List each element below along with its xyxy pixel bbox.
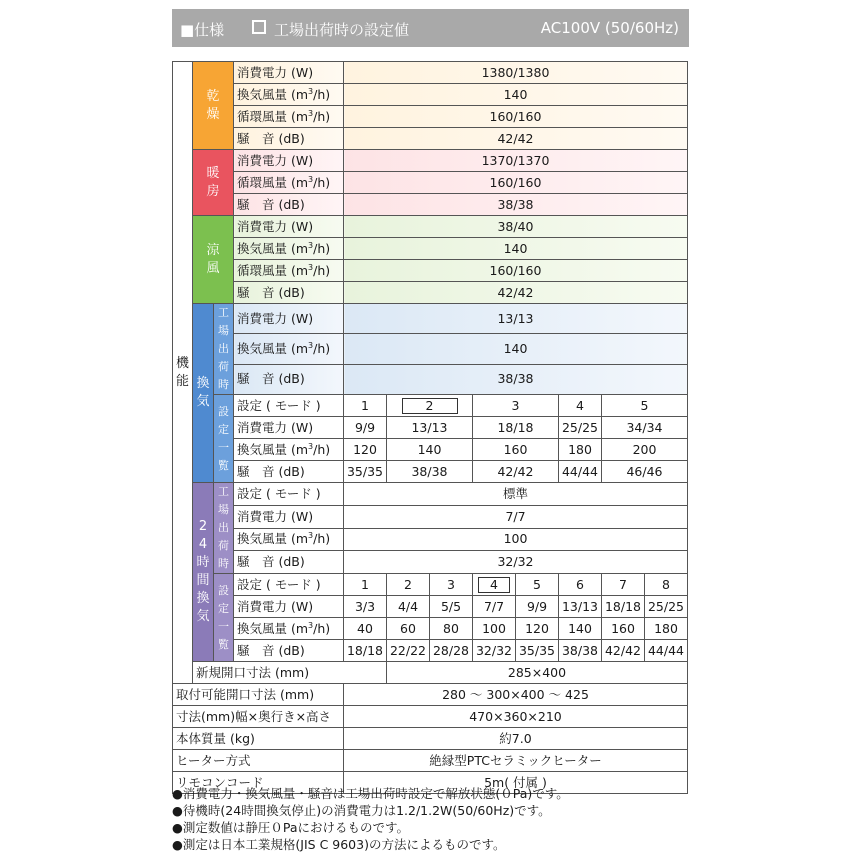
heat-noise-value: 38/38 <box>344 194 688 216</box>
vent-band: 換気 <box>193 304 214 483</box>
general-label: 新規開口寸法 (mm) <box>193 662 387 684</box>
h24-vent-label: 換気風量 $(m^3/h)$ <box>234 528 344 551</box>
h24-factory-sub: 工場出荷時 <box>214 483 234 574</box>
factory-setting-legend: 工場出荷時の設定値 <box>274 21 410 39</box>
cool-power-value: 38/40 <box>344 216 688 238</box>
h24-mode-power-label: 消費電力 (W) <box>234 596 344 618</box>
h24-mode-cell: 2 <box>387 574 430 596</box>
h24-mode-noise: 22/22 <box>387 640 430 662</box>
h24-mode-cell: 3 <box>430 574 473 596</box>
heat-band: 暖房 <box>193 150 234 216</box>
vent-mode-power: 34/34 <box>602 417 688 439</box>
function-label: 機能 <box>173 62 193 684</box>
cool-circ-label: 循環風量 $(m^3/h)$ <box>234 260 344 282</box>
h24-mode-noise: 42/42 <box>602 640 645 662</box>
dry-band: 乾燥 <box>193 62 234 150</box>
dry-power-label: 消費電力 (W) <box>234 62 344 84</box>
general-label: 本体質量 (kg) <box>173 728 344 750</box>
h24-mode-power: 25/25 <box>645 596 688 618</box>
spec-table <box>172 61 688 794</box>
h24-mode-power: 9/9 <box>516 596 559 618</box>
heat-circ-value: 160/160 <box>344 172 688 194</box>
vent-noise-value: 38/38 <box>344 364 688 394</box>
h24-mode-vent: 120 <box>516 618 559 640</box>
vent-mode-vent: 200 <box>602 439 688 461</box>
vent-vent-value: 140 <box>344 334 688 364</box>
vent-list-sub: 設定一覧 <box>214 395 234 483</box>
vent-mode-power-label: 消費電力 (W) <box>234 417 344 439</box>
h24-mode-vent: 40 <box>344 618 387 640</box>
h24-mode-cell: 7 <box>602 574 645 596</box>
h24-mode-noise: 35/35 <box>516 640 559 662</box>
vent-vent-label: 換気風量 $(m^3/h)$ <box>234 334 344 364</box>
h24-mode-vent: 80 <box>430 618 473 640</box>
vent-mode-power: 9/9 <box>344 417 387 439</box>
general-value: 絶縁型PTCセラミックヒーター <box>344 750 688 772</box>
factory-setting-box-icon <box>252 20 266 34</box>
general-label: 寸法(mm)幅×奥行き×高さ <box>173 706 344 728</box>
h24-mode-power: 3/3 <box>344 596 387 618</box>
h24-mode-vent-label: 換気風量 $(m^3/h)$ <box>234 618 344 640</box>
vent-mode-cell-selected: 2 <box>387 395 473 417</box>
h24-mode-value: 標準 <box>344 483 688 506</box>
vent-factory-sub: 工場出荷時 <box>214 304 234 395</box>
general-value: 約7.0 <box>344 728 688 750</box>
heat-noise-label: 騒 音 (dB) <box>234 194 344 216</box>
h24-mode-power: 18/18 <box>602 596 645 618</box>
h24-power-label: 消費電力 (W) <box>234 505 344 528</box>
vent-mode-vent-label: 換気風量 $(m^3/h)$ <box>234 439 344 461</box>
h24-list-sub: 設定一覧 <box>214 574 234 662</box>
general-value: 280 ～ 300×400 ～ 425 <box>344 684 688 706</box>
h24-modes-label: 設定 ( モード ) <box>234 574 344 596</box>
heat-power-label: 消費電力 (W) <box>234 150 344 172</box>
vent-mode-power: 18/18 <box>473 417 559 439</box>
power-supply: AC100V (50/60Hz) <box>540 19 679 37</box>
dry-circ-value: 160/160 <box>344 106 688 128</box>
spec-title: ■仕様 <box>180 21 225 39</box>
vent-power-label: 消費電力 (W) <box>234 304 344 334</box>
h24-mode-label: 設定 ( モード ) <box>234 483 344 506</box>
general-value: 5m( 付属 ) <box>344 772 688 794</box>
h24-mode-noise-label: 騒 音 (dB) <box>234 640 344 662</box>
vent-mode-power: 25/25 <box>559 417 602 439</box>
h24-mode-power: 13/13 <box>559 596 602 618</box>
dry-noise-value: 42/42 <box>344 128 688 150</box>
vent-mode-vent: 180 <box>559 439 602 461</box>
h24-mode-vent: 140 <box>559 618 602 640</box>
heat-circ-label: 循環風量 $(m^3/h)$ <box>234 172 344 194</box>
h24-mode-vent: 60 <box>387 618 430 640</box>
vent-mode-noise: 46/46 <box>602 461 688 483</box>
h24-vent-value: 100 <box>344 528 688 551</box>
footnotes <box>172 785 569 853</box>
footnote: ●測定数値は静圧０Paにおけるものです。 <box>172 820 410 835</box>
h24-mode-noise: 18/18 <box>344 640 387 662</box>
footnote: ●測定は日本工業規格(JIS C 9603)の方法によるものです。 <box>172 837 506 852</box>
heat-power-value: 1370/1370 <box>344 150 688 172</box>
dry-power-value: 1380/1380 <box>344 62 688 84</box>
vent-mode-vent: 160 <box>473 439 559 461</box>
h24-mode-noise: 32/32 <box>473 640 516 662</box>
footnote: ●待機時(24時間換気停止)の消費電力は1.2/1.2W(50/60Hz)です。 <box>172 803 551 818</box>
vent-mode-label: 設定 ( モード ) <box>234 395 344 417</box>
cool-vent-label: 換気風量 $(m^3/h)$ <box>234 238 344 260</box>
h24-mode-noise: 38/38 <box>559 640 602 662</box>
general-label: ヒーター方式 <box>173 750 344 772</box>
vent-mode-vent: 140 <box>387 439 473 461</box>
vent-power-value: 13/13 <box>344 304 688 334</box>
h24-band: 24時間換気 <box>193 483 214 662</box>
h24-mode-noise: 44/44 <box>645 640 688 662</box>
cool-vent-value: 140 <box>344 238 688 260</box>
general-label: 取付可能開口寸法 (mm) <box>173 684 344 706</box>
h24-mode-vent: 180 <box>645 618 688 640</box>
h24-mode-cell: 8 <box>645 574 688 596</box>
h24-mode-power: 7/7 <box>473 596 516 618</box>
vent-noise-label: 騒 音 (dB) <box>234 364 344 394</box>
vent-mode-cell: 1 <box>344 395 387 417</box>
h24-mode-power: 4/4 <box>387 596 430 618</box>
cool-noise-label: 騒 音 (dB) <box>234 282 344 304</box>
dry-vent-value: 140 <box>344 84 688 106</box>
h24-mode-noise: 28/28 <box>430 640 473 662</box>
h24-noise-label: 騒 音 (dB) <box>234 551 344 574</box>
h24-power-value: 7/7 <box>344 505 688 528</box>
h24-noise-value: 32/32 <box>344 551 688 574</box>
vent-mode-noise: 44/44 <box>559 461 602 483</box>
vent-mode-noise-label: 騒 音 (dB) <box>234 461 344 483</box>
vent-mode-cell: 5 <box>602 395 688 417</box>
dry-vent-label: 換気風量 $(m^3/h)$ <box>234 84 344 106</box>
vent-mode-cell: 3 <box>473 395 559 417</box>
dry-noise-label: 騒 音 (dB) <box>234 128 344 150</box>
cool-power-label: 消費電力 (W) <box>234 216 344 238</box>
spec-header <box>172 9 689 47</box>
cool-noise-value: 42/42 <box>344 282 688 304</box>
vent-mode-power: 13/13 <box>387 417 473 439</box>
cool-circ-value: 160/160 <box>344 260 688 282</box>
h24-mode-cell-selected: 4 <box>473 574 516 596</box>
h24-mode-power: 5/5 <box>430 596 473 618</box>
general-value: 285×400 <box>387 662 688 684</box>
vent-mode-noise: 38/38 <box>387 461 473 483</box>
general-value: 470×360×210 <box>344 706 688 728</box>
vent-mode-noise: 42/42 <box>473 461 559 483</box>
h24-mode-vent: 100 <box>473 618 516 640</box>
cool-band: 涼風 <box>193 216 234 304</box>
vent-mode-cell: 4 <box>559 395 602 417</box>
h24-mode-cell: 6 <box>559 574 602 596</box>
general-label: リモコンコード <box>173 772 344 794</box>
vent-mode-noise: 35/35 <box>344 461 387 483</box>
h24-mode-vent: 160 <box>602 618 645 640</box>
h24-mode-cell: 5 <box>516 574 559 596</box>
vent-mode-vent: 120 <box>344 439 387 461</box>
h24-mode-cell: 1 <box>344 574 387 596</box>
dry-circ-label: 循環風量 $(m^3/h)$ <box>234 106 344 128</box>
footnote: ●消費電力・換気風量・騒音は工場出荷時設定で解放状態(０Pa)です。 <box>172 786 569 801</box>
